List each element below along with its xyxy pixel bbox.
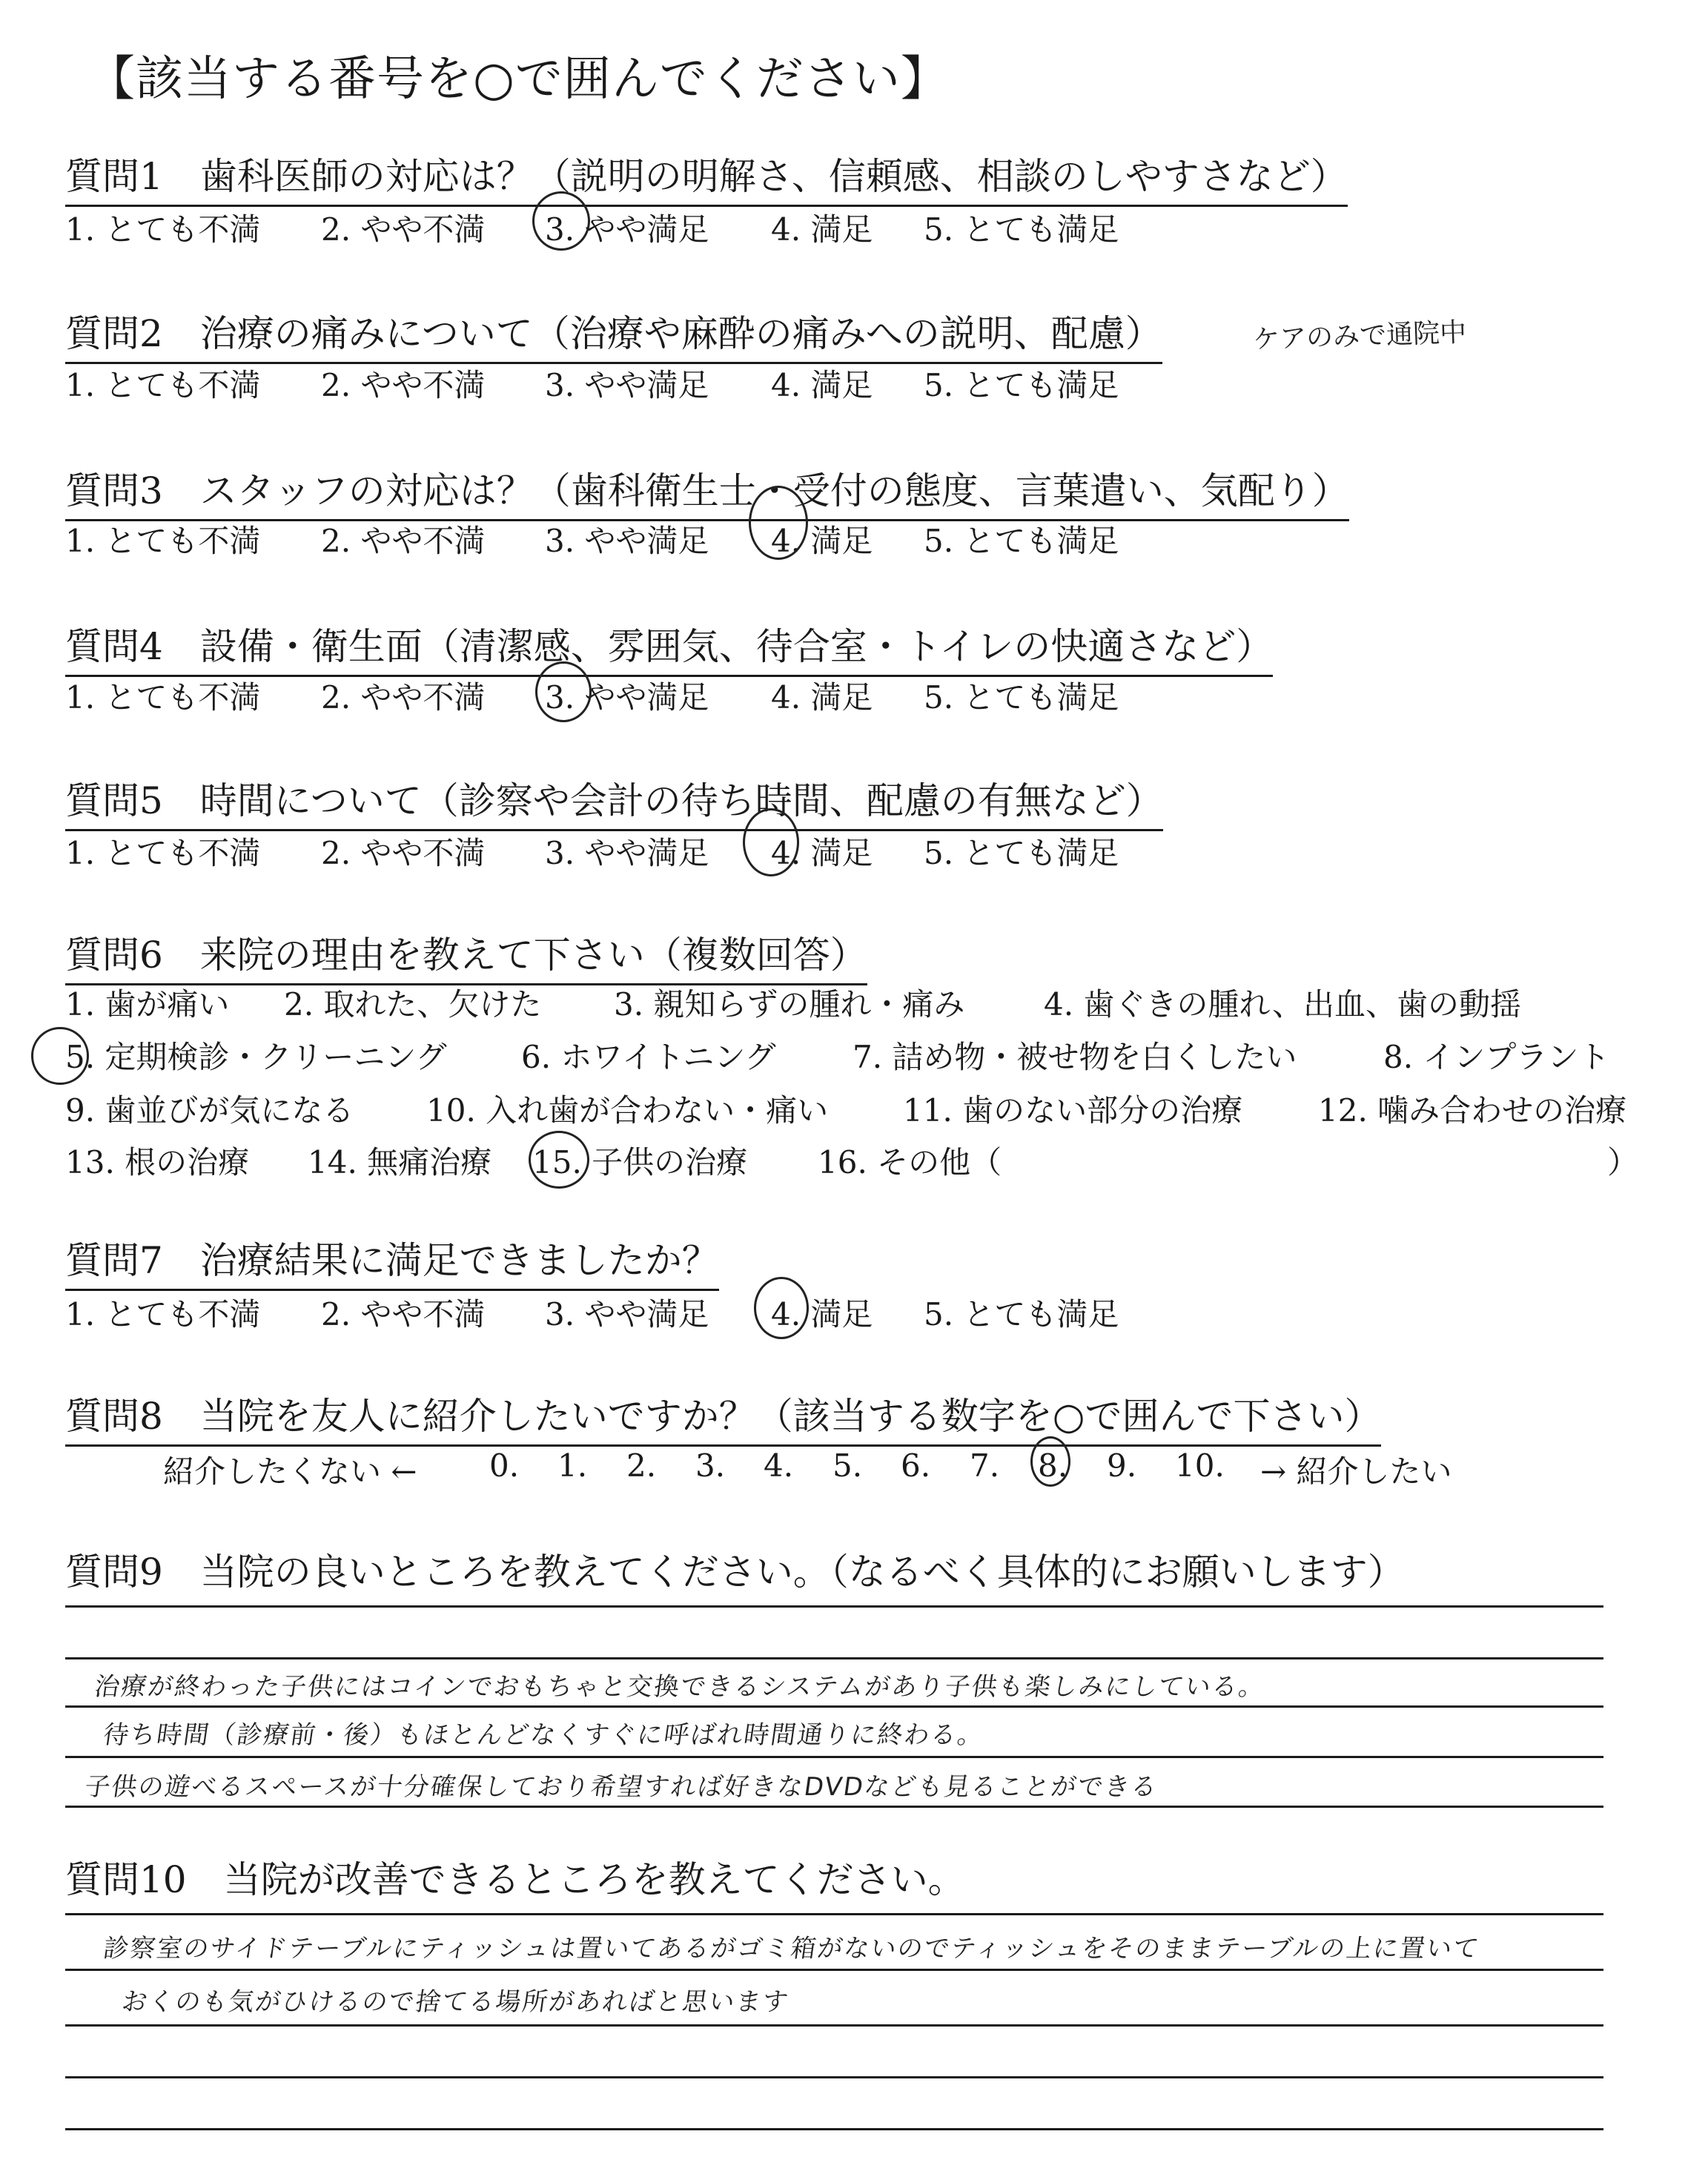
q6-option-4[interactable]: 4. 歯ぐきの腫れ、出血、歯の動揺: [1044, 986, 1521, 1023]
question-3-options: [65, 517, 1622, 561]
q3-option-4[interactable]: 4. 満足: [771, 523, 873, 559]
q4-option-3[interactable]: 3. やや満足: [545, 679, 709, 716]
q6-option-13[interactable]: 13. 根の治療: [65, 1144, 250, 1180]
q4-option-5[interactable]: 5. とても満足: [924, 679, 1119, 716]
question-8-label: 質問8 当院を友人に紹介したいですか？（該当する数字を○で囲んで下さい）: [65, 1387, 1381, 1447]
answer-line: [65, 1657, 1603, 1659]
q6-option-6[interactable]: 6. ホワイトニング: [521, 1039, 776, 1075]
q8-option-2[interactable]: 2.: [626, 1447, 657, 1484]
q7-option-3[interactable]: 3. やや満足: [545, 1296, 709, 1332]
answer-line: [65, 1913, 1603, 1915]
q6-option-9[interactable]: 9. 歯並びが気になる: [65, 1092, 354, 1129]
question-1-options: [65, 205, 1622, 250]
q2-option-3[interactable]: 3. やや満足: [545, 367, 709, 403]
selection-circle: [1030, 1436, 1070, 1487]
question-6-row-2: [65, 1033, 1659, 1077]
q4-option-2[interactable]: 2. やや不満: [321, 679, 486, 716]
q6-option-7[interactable]: 7. 詰め物・被せ物を白くしたい: [853, 1039, 1297, 1075]
q8-option-1[interactable]: 1.: [557, 1447, 588, 1484]
q8-option-9[interactable]: 9.: [1107, 1447, 1137, 1484]
q8-option-8[interactable]: 8.: [1038, 1447, 1068, 1484]
q2-option-4[interactable]: 4. 満足: [771, 367, 873, 403]
q2-option-2[interactable]: 2. やや不満: [321, 367, 486, 403]
q10-answer-line-1: 診察室のサイドテーブルにティッシュは置いてあるがゴミ箱がないのでティッシュをそのままテーブルの上に置いて: [101, 1934, 1483, 1964]
question-6-row-1: [65, 980, 1659, 1025]
q6-option-12[interactable]: 12. 噛み合わせの治療: [1318, 1092, 1627, 1129]
q6-option-5[interactable]: 5. 定期検診・クリーニング: [65, 1039, 447, 1075]
page-title: 【該当する番号を○で囲んでください】: [87, 52, 949, 107]
question-9-label: 質問9 当院の良いところを教えてください。（なるべく具体的にお願いします）: [65, 1550, 1405, 1593]
selection-circle: [31, 1027, 89, 1085]
q6-option-8[interactable]: 8. インプラント: [1383, 1039, 1610, 1075]
q7-option-4[interactable]: 4. 満足: [771, 1296, 873, 1332]
answer-line: [65, 1605, 1603, 1608]
answer-line: [65, 1705, 1603, 1708]
selection-circle: [743, 808, 799, 876]
answer-line: [65, 1969, 1603, 1971]
answer-line: [65, 2128, 1603, 2130]
q6-option-10[interactable]: 10. 入れ歯が合わない・痛い: [426, 1092, 829, 1129]
selection-circle: [754, 1277, 809, 1339]
handwritten-note: ケアのみで通院中: [1252, 317, 1467, 356]
q7-option-5[interactable]: 5. とても満足: [924, 1296, 1119, 1332]
q1-option-4[interactable]: 4. 満足: [771, 211, 873, 248]
q8-option-3[interactable]: 3.: [695, 1447, 726, 1484]
q1-option-3[interactable]: 3. やや満足: [545, 211, 709, 248]
selection-circle: [532, 191, 590, 251]
selection-circle: [529, 1131, 589, 1189]
answer-line: [65, 2076, 1603, 2078]
q1-option-2[interactable]: 2. やや不満: [321, 211, 486, 248]
q8-option-4[interactable]: 4.: [764, 1447, 794, 1484]
question-2-options: [65, 361, 1622, 406]
question-3-label: 質問3 スタッフの対応は？（歯科衛生士・受付の態度、言葉遣い、気配り）: [65, 461, 1349, 521]
q9-answer-line-1: 治療が終わった子供にはコインでおもちゃと交換できるシステムがあり子供も楽しみにしている。: [92, 1672, 1268, 1702]
q6-option-16-close: ）: [1607, 1144, 1639, 1180]
q8-option-6[interactable]: 6.: [901, 1447, 931, 1484]
answer-line: [65, 1756, 1603, 1758]
question-6-row-3: [65, 1086, 1681, 1131]
q7-option-1[interactable]: 1. とても不満: [65, 1296, 261, 1332]
answer-line: [65, 2024, 1603, 2027]
q4-option-4[interactable]: 4. 満足: [771, 679, 873, 716]
question-7-label: 質問7 治療結果に満足できましたか？: [65, 1231, 719, 1291]
q6-option-14[interactable]: 14. 無痛治療: [308, 1144, 492, 1180]
q5-option-4[interactable]: 4. 満足: [771, 835, 873, 871]
q9-answer-line-3: 子供の遊べるスペースが十分確保しており希望すれば好きなDVDなども見ることができる: [82, 1772, 1160, 1802]
selection-circle: [535, 661, 592, 722]
question-5-options: [65, 829, 1622, 873]
question-5-label: 質問5 時間について（診察や会計の待ち時間、配慮の有無など）: [65, 771, 1163, 831]
q1-option-5[interactable]: 5. とても満足: [924, 211, 1119, 248]
question-7-options: [65, 1290, 1622, 1335]
q5-option-1[interactable]: 1. とても不満: [65, 835, 261, 871]
q6-option-1[interactable]: 1. 歯が痛い: [65, 986, 230, 1023]
q6-option-2[interactable]: 2. 取れた、欠けた: [284, 986, 542, 1023]
q8-option-10[interactable]: 10.: [1175, 1447, 1225, 1484]
q8-right-label: → 紹介したい: [1260, 1453, 1452, 1490]
q5-option-2[interactable]: 2. やや不満: [321, 835, 486, 871]
question-10-label: 質問10 当院が改善できるところを教えてください。: [65, 1858, 965, 1901]
question-6-row-4: [65, 1138, 1659, 1183]
selection-circle: [749, 486, 808, 560]
q10-answer-line-2: おくのも気がひけるので捨てる場所があればと思います: [119, 1987, 792, 2017]
question-2-label: 質問2 治療の痛みについて（治療や麻酔の痛みへの説明、配慮）: [65, 304, 1162, 364]
q3-option-3[interactable]: 3. やや満足: [545, 523, 709, 559]
q1-option-1[interactable]: 1. とても不満: [65, 211, 261, 248]
q8-left-label: 紹介したくない ←: [163, 1453, 417, 1490]
q4-option-1[interactable]: 1. とても不満: [65, 679, 261, 716]
q3-option-5[interactable]: 5. とても満足: [924, 523, 1119, 559]
q5-option-5[interactable]: 5. とても満足: [924, 835, 1119, 871]
question-4-options: [65, 673, 1622, 718]
q2-option-1[interactable]: 1. とても不満: [65, 367, 261, 403]
answer-line: [65, 1806, 1603, 1808]
question-8-scale: [163, 1447, 1572, 1492]
q6-option-11[interactable]: 11. 歯のない部分の治療: [903, 1092, 1243, 1129]
q7-option-2[interactable]: 2. やや不満: [321, 1296, 486, 1332]
q3-option-1[interactable]: 1. とても不満: [65, 523, 261, 559]
q9-answer-line-2: 待ち時間（診療前・後）もほとんどなくすぐに呼ばれ時間通りに終わる。: [101, 1720, 987, 1750]
q2-option-5[interactable]: 5. とても満足: [924, 367, 1119, 403]
question-1-label: 質問1 歯科医師の対応は？（説明の明解さ、信頼感、相談のしやすさなど）: [65, 147, 1348, 207]
q6-option-15[interactable]: 15. 子供の治療: [532, 1144, 748, 1180]
q8-option-5[interactable]: 5.: [833, 1447, 863, 1484]
q5-option-3[interactable]: 3. やや満足: [545, 835, 709, 871]
q6-option-16[interactable]: 16. その他（: [818, 1144, 1002, 1180]
q8-option-7[interactable]: 7.: [970, 1447, 1000, 1484]
question-6-label: 質問6 来院の理由を教えて下さい（複数回答）: [65, 925, 867, 985]
q3-option-2[interactable]: 2. やや不満: [321, 523, 486, 559]
q8-option-0[interactable]: 0.: [489, 1447, 520, 1484]
question-4-label: 質問4 設備・衛生面（清潔感、雰囲気、待合室・トイレの快適さなど）: [65, 617, 1273, 677]
q6-option-3[interactable]: 3. 親知らずの腫れ・痛み: [614, 986, 965, 1023]
